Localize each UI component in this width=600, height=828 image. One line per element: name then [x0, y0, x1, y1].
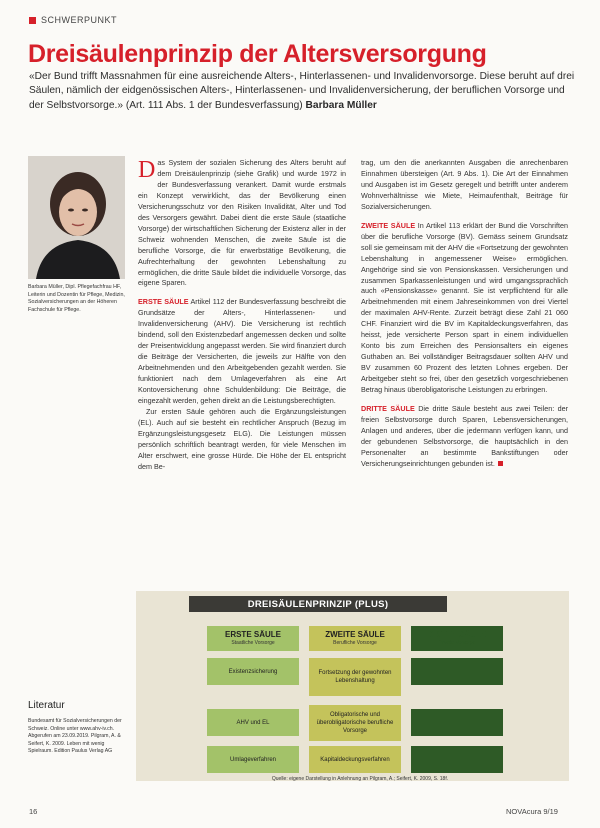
- lead-author: Barbara Müller: [305, 99, 377, 111]
- cell-kapitaldeckung: Kapitaldeckungsverfahren: [309, 746, 401, 773]
- pillar-head-second: ZWEITE SÄULE Berufliche Vorsorge: [309, 626, 401, 651]
- page-number: 16: [29, 807, 38, 816]
- cell-third-row2: [411, 709, 503, 736]
- el-paragraph: Zur ersten Säule gehören auch die Ergänzungsleistungen (EL). Auch auf sie besteht ein rechtlicher Anspruch (Bezug im Ergänzungsleistungsgesetz ELG). Die Leistungen müssen persönlich schriftlich beantragt werden, für viele Menschen im Alter erschwert, eine grosse Hürde. Die Höhe der EL entspricht dem Be-: [138, 406, 346, 471]
- text-column-1: [138, 158, 346, 473]
- author-photo: [28, 156, 125, 279]
- drop-cap: D: [138, 157, 156, 183]
- section-kicker: [29, 15, 117, 25]
- text-column-2: [361, 158, 568, 470]
- subhead-third-pillar: DRITTE SÄULE: [361, 404, 415, 414]
- cell-ahv-el: AHV und EL: [207, 709, 299, 736]
- article-title: Dreisäulenprinzip der Altersversorgung: [28, 40, 487, 68]
- magazine-issue: NOVAcura 9/19: [506, 807, 558, 816]
- continued-paragraph: trag, um den die anerkannten Ausgaben die anrechenbaren Einnahmen übersteigen (Art. 9 Abs. 1). Die Art der Einnahmen und Ausgaben ist im Gesetz geregelt und betrifft unter anderem Wohnverhältnisse wie Miete, Heimaufenthalt, Beiträge für Sozialversicherungen.: [361, 158, 568, 211]
- subhead-first-pillar: ERSTE SÄULE: [138, 297, 189, 307]
- photo-caption: Barbara Müller, Dipl. Pflegefachfrau HF, Leiterin und Dozentin für Pflege, Medizin, Sozialversicherungen an der Höheren Fachschule für Pflege.: [28, 284, 125, 313]
- intro-paragraph: Das System der sozialen Sicherung des Alters beruht auf dem Dreisäulenprinzip (siehe Grafik) und wurde 1972 in der Bundesverfassung verankert. Damit wurde erstmals ein Konzept verwirklicht, das der Bevölkerung einen Versicherungsschutz vor den Risiken Invalidität, Alter und Tod des Versorgers gewährt. Dabei dient die erste Säule (staatliche Vorsorge) der wirtschaftlichen Sicherung der Existenz aller in der Schweiz wohnenden Menschen, die zweite Säule ist die berufliche Vorsorge, die für erwerbstätige Bevölkerung, die Aufrechterhaltung der gewohnten Lebenshaltung zu ermöglichen, die dritte Säule bildet die individuelle Vorsorge, das eigene Sparen.: [138, 157, 346, 288]
- kicker-text: SCHWERPUNKT: [41, 15, 118, 25]
- literature-heading: Literatur: [28, 700, 65, 711]
- cell-existenzsicherung: Existenzsicherung: [207, 658, 299, 685]
- lead-paragraph: [29, 70, 577, 113]
- subhead-second-pillar: ZWEITE SÄULE: [361, 220, 416, 230]
- first-pillar-paragraph: ERSTE SÄULE Artikel 112 der Bundesverfassung beschreibt die Grundsätze der Alters-, Hinterlassenen- und Invalidenversicherung (AHV). Die Versicherung ist rechtlich bindend, soll den Existenzbedarf angemessen decken und sollte der Preisentwicklung angepasst werden. Sie wird finanziert durch die Beiträge der Versicherten, die jeweils zur Hälfte von den Arbeitnehmenden und den Arbeitgebenden gezahlt werden. Sie funktioniert nach dem Umlageverfahren als eine Art Kontoversicherung ohne Schuldenbildung: Die Beiträge, die eingezahlt werden, gehen direkt an die Leistungsberechtigten.: [138, 297, 346, 406]
- cell-lebenshaltung: Fortsetzung der gewohnten Lebenshaltung: [309, 658, 401, 696]
- pillar-head-third: DRITTE SÄULE Private Vorsorge: [411, 626, 503, 651]
- literature-text: Bundesamt für Sozialversicherungen der Schweiz. Online unter www.ahv-iv.ch. Abgerufen am 23.09.2019. Pilgram, A. & Seifert, K. 2009. Leben mit wenig Spielraum. Edition Paulus Verlag AG: [28, 718, 122, 754]
- second-pillar-paragraph: ZWEITE SÄULE In Artikel 113 erklärt der Bund die Vorschriften über die berufliche Vorsorge (BV). Gemäss seinem Grundsatz soll sie gemeinsam mit der AHV die «Fortsetzung der gewohnten Lebenshaltung in angemessener Weise» ermöglichen. Angehörige sind sie von Pensionskassen. Versicherungen und zusammen Sparkassenleistungen und wird umgangssprachlich auch «Pensionskasse» genannt. Sie ist verpflichtend für alle Arbeitnehmenden mit einem Jahreseinkommen von drei Viertel der maximalen AHV-Rente. Zurzeit beträgt diese Zahl 21 060 CHF. Finanziert wird die BV im Kapitaldeckungsverfahren, das heisst, jede versicherte Person spart in einem individuellen Konto bis zum Erreichen des Pensionsalters ein eigenes Guthaben an. Bei vollständiger Beitragsdauer sollten AHV und BV zusammen 60 Prozent des letzten Lohnes ergeben. Der Arbeitgeber steht so frei, über den gesetzlich vorgeschriebenen Betrag hinaus überobligatorische Leistungen zu erbringen.: [361, 220, 568, 395]
- lead-text: «Der Bund trifft Massnahmen für eine ausreichende Alters-, Hinterlassenen- und Invalidenvorsorge. Diese beruht auf drei Säulen, nämlich der eidgenössischen Alters-, Hinterlassenen- und Invalidenversicherung, der beruflichen Vorsorge und der Selbstvorsorge.» (Art. 111 Abs. 1 der Bundesverfassung): [29, 71, 575, 111]
- pillar-head-first: ERSTE SÄULE Staatliche Vorsorge: [207, 626, 299, 651]
- cell-obligatorisch: Obligatorische und überobligatorische berufliche Vorsorge: [309, 705, 401, 741]
- diagram-caption: Quelle: eigene Darstellung in Anlehnung an Pilgram, A.; Seifert, K. 2009, S. 18f.: [271, 776, 449, 782]
- cell-third-row1: [411, 658, 503, 685]
- kicker-square-icon: [29, 17, 36, 24]
- end-mark-icon: [498, 461, 503, 466]
- third-pillar-paragraph: DRITTE SÄULE Die dritte Säule besteht aus zwei Teilen: der freien Selbstvorsorge durch Sparen, Lebensversicherungen, Anlagen und anderes, über die jedermann verfügen kann, und der gebundenen Selbstvorsorge, die hauptsächlich in den Personenalter an bestimmte Bankstiftungen oder Versicherungseinrichtungen gebunden ist.: [361, 404, 569, 468]
- cell-umlageverfahren: Umlageverfahren: [207, 746, 299, 773]
- diagram-title: DREISÄULENPRINZIP (PLUS): [189, 596, 447, 612]
- cell-third-row3: [411, 746, 503, 773]
